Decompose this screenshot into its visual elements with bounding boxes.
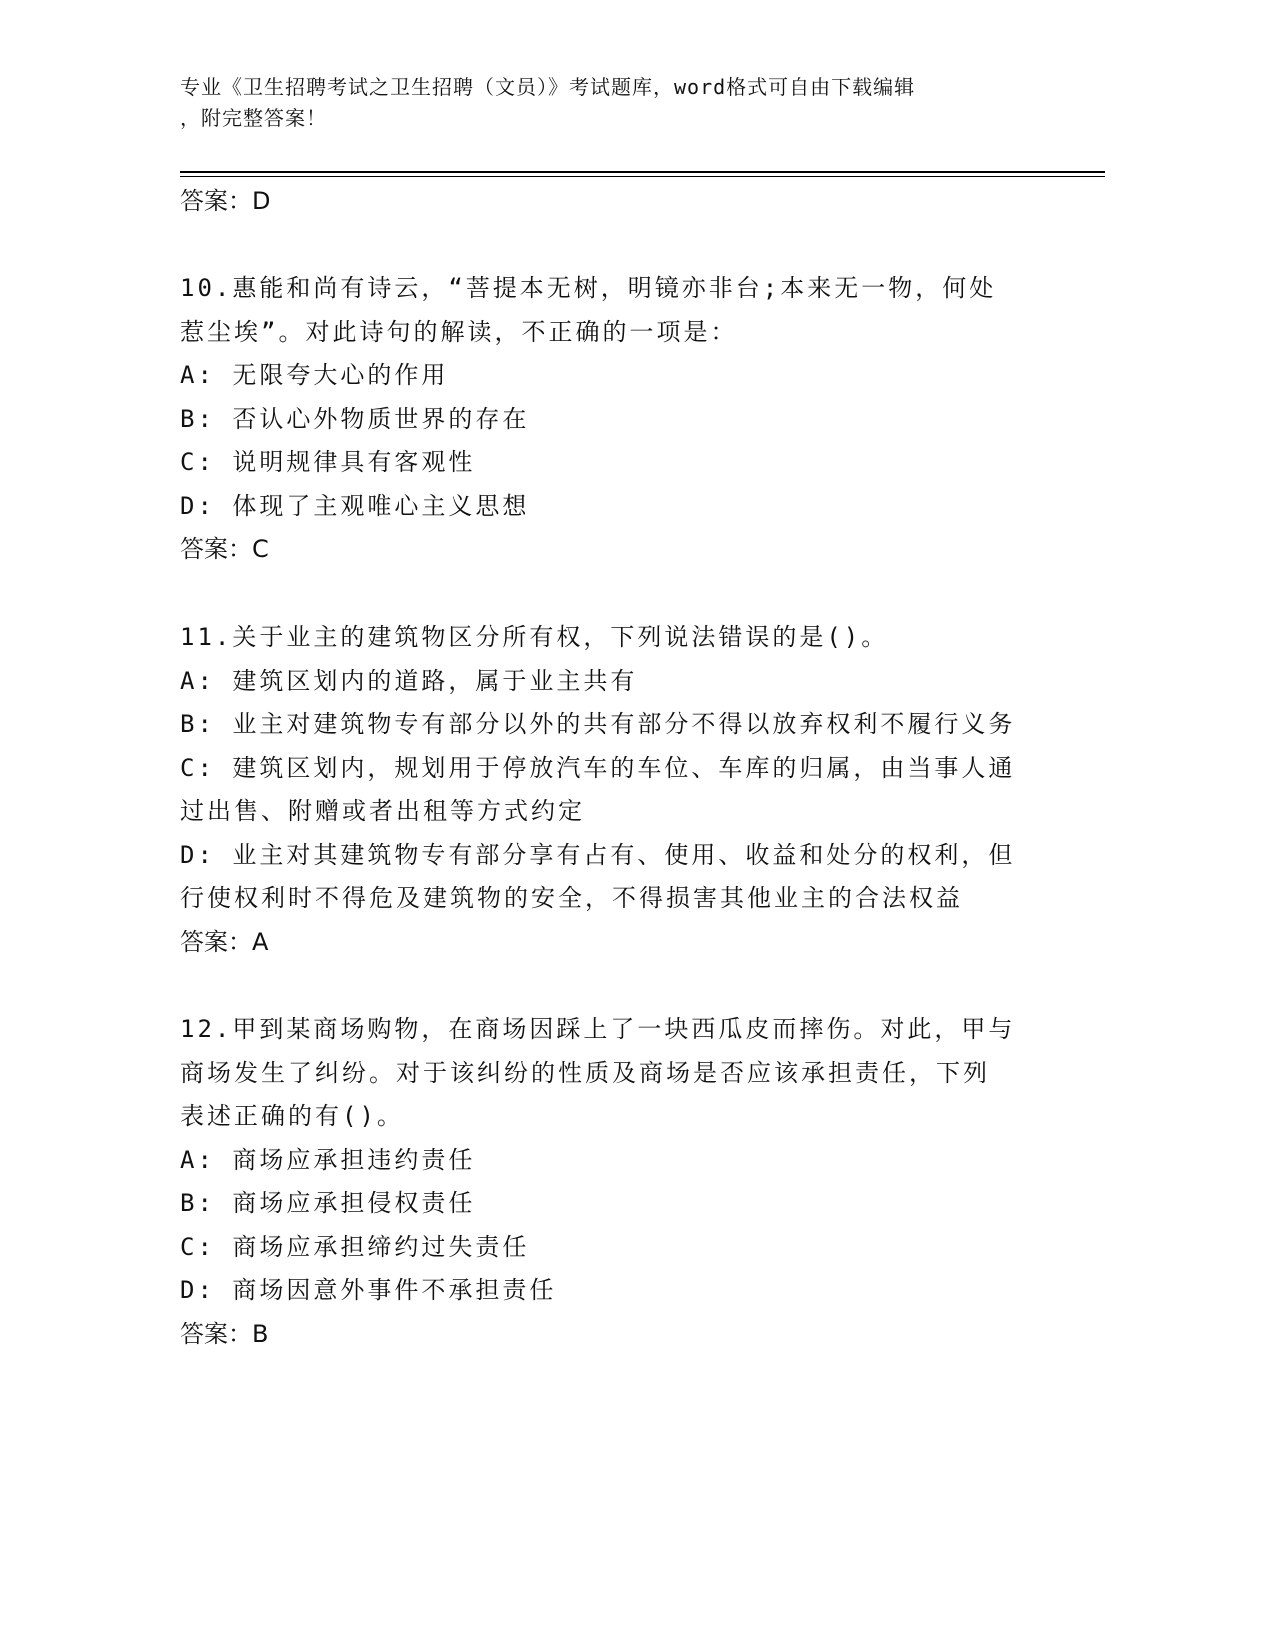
option: B: 否认心外物质世界的存在 [180, 404, 530, 433]
option: D: 体现了主观唯心主义思想 [180, 491, 530, 520]
answer-line: 答案：C [180, 535, 269, 563]
answer-line: 答案：D [180, 187, 271, 215]
question-stem: 表述正确的有()。 [180, 1102, 404, 1130]
option: C: 商场应承担缔约过失责任 [180, 1232, 530, 1261]
option: A: 无限夸大心的作用 [180, 361, 449, 389]
header-divider [180, 171, 1105, 173]
option: D: 商场因意外事件不承担责任 [180, 1276, 557, 1304]
question-stem: 惹尘埃”。对此诗句的解读，不正确的一项是： [180, 317, 738, 346]
header-line: 专业《卫生招聘考试之卫生招聘（文员）》考试题库，word格式可自由下载编辑 [180, 75, 916, 99]
document-header [180, 72, 1040, 134]
question-12 [180, 1008, 1040, 1356]
option: B: 业主对建筑物专有部分以外的共有部分不得以放弃权利不履行义务 [180, 710, 1016, 738]
question-stem: 10.惠能和尚有诗云，“菩提本无树，明镜亦非台;本来无一物，何处 [180, 274, 997, 302]
header-line: ，附完整答案！ [180, 106, 327, 130]
option: B: 商场应承担侵权责任 [180, 1189, 476, 1217]
answer-line: 答案：B [180, 1319, 269, 1348]
option: D: 业主对其建筑物专有部分享有占有、使用、收益和处分的权利，但 [180, 840, 1016, 869]
question-stem: 商场发生了纠纷。对于该纠纷的性质及商场是否应该承担责任，下列 [180, 1058, 990, 1087]
question-11 [180, 616, 1040, 964]
header-divider [180, 176, 1105, 177]
question-10 [180, 267, 1040, 572]
option: A: 商场应承担违约责任 [180, 1145, 476, 1174]
option: A: 建筑区划内的道路，属于业主共有 [180, 666, 638, 695]
question-stem: 12.甲到某商场购物，在商场因踩上了一块西瓜皮而摔伤。对此，甲与 [180, 1015, 1016, 1043]
question-stem: 11.关于业主的建筑物区分所有权，下列说法错误的是()。 [180, 623, 889, 651]
option: C: 说明规律具有客观性 [180, 448, 476, 476]
option: 过出售、附赠或者出租等方式约定 [180, 797, 585, 825]
option: C: 建筑区划内，规划用于停放汽车的车位、车库的归属，由当事人通 [180, 753, 1016, 782]
option: 行使权利时不得危及建筑物的安全，不得损害其他业主的合法权益 [180, 884, 963, 912]
answer-line: 答案：A [180, 927, 269, 956]
